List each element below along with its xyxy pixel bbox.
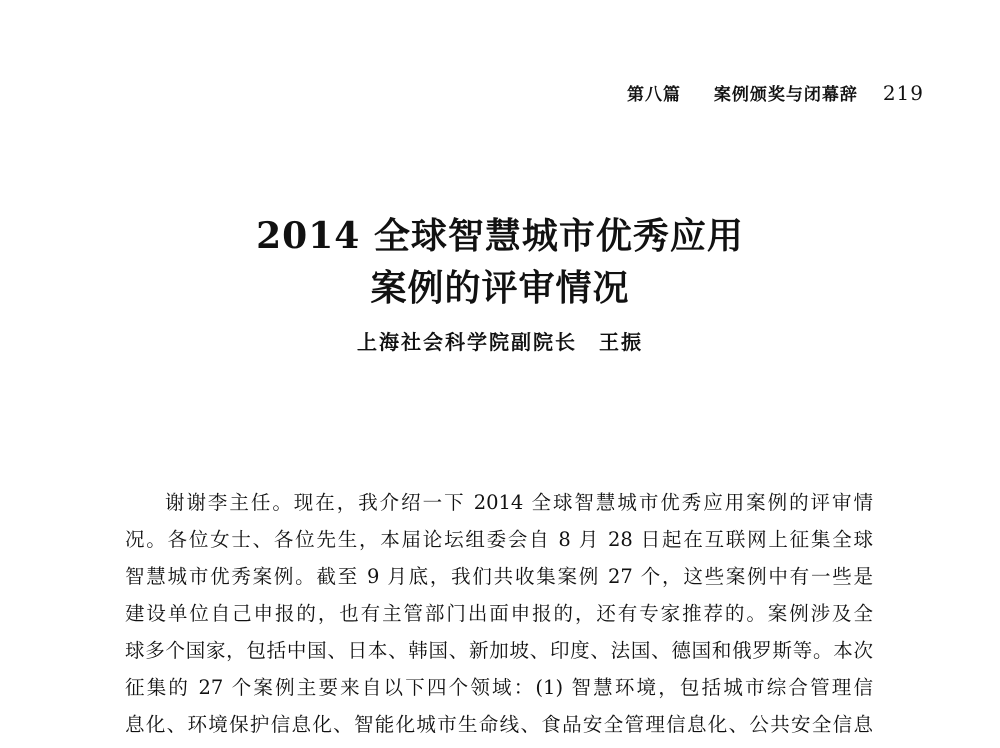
text-line: 球多个国家，包括中国、日本、韩国、新加坡、印度、法国、德国和俄罗斯等。本次 [125,639,873,662]
section-label: 案例颁奖与闭幕辞 [713,85,858,105]
text-line: 谢谢李主任。现在，我介绍一下 2014 全球智慧城市优秀应用案例的评审情 [165,491,873,514]
chapter-label: 第八篇 [626,85,681,105]
running-header [627,80,924,105]
body-paragraph [125,484,873,743]
text-line: 况。各位女士、各位先生，本届论坛组委会自 8 月 28 日起在互联网上征集全球 [125,528,873,551]
text-line: 建设单位自己申报的，也有主管部门出面申报的，还有专家推荐的。案例涉及全 [125,602,873,625]
author-byline: 上海社会科学院副院长 王振 [357,330,643,354]
text-line: 征集的 27 个案例主要来自以下四个领域：(1) 智慧环境，包括城市综合管理信 [125,676,873,699]
page-number: 219 [882,81,924,105]
title-line-1: 2014 全球智慧城市优秀应用 [256,215,744,257]
text-line: 息化、环境保护信息化、智能化城市生命线、食品安全管理信息化、公共安全信息 [125,713,873,736]
title-line-2: 案例的评审情况 [370,267,630,309]
article-title [0,210,1000,314]
text-line: 智慧城市优秀案例。截至 9 月底，我们共收集案例 27 个，这些案例中有一些是 [125,565,873,588]
